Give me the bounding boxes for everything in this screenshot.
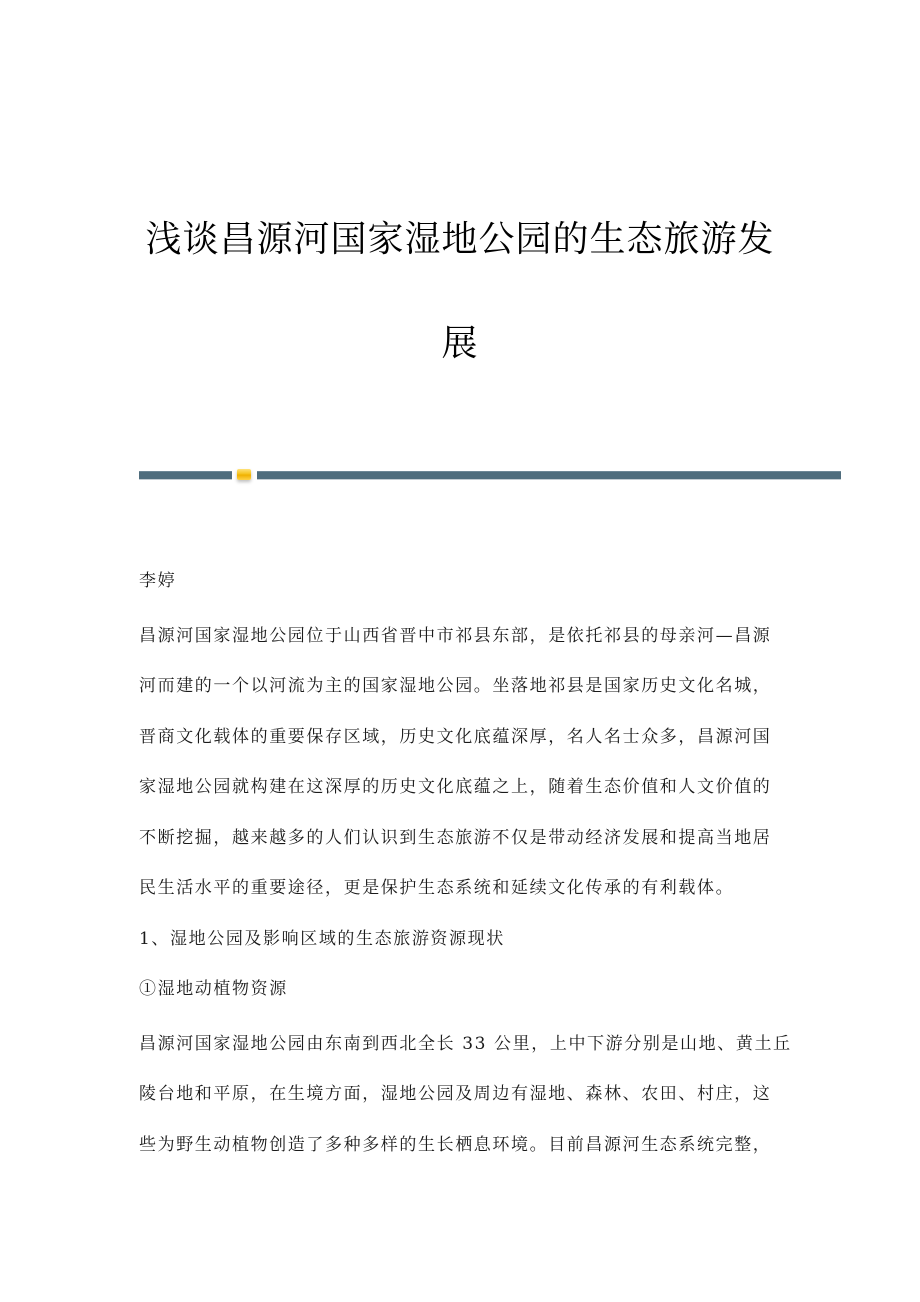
paragraph-line: 河而建的一个以河流为主的国家湿地公园。坐落地祁县是国家历史文化名城， xyxy=(139,676,772,696)
paragraph-line: 些为野生动植物创造了多种多样的生长栖息环境。目前昌源河生态系统完整， xyxy=(139,1135,772,1155)
divider-bar-right xyxy=(257,471,841,480)
title-line-2: 展 xyxy=(441,323,479,364)
document-title xyxy=(138,188,782,396)
paragraph-line: 家湿地公园就构建在这深厚的历史文化底蕴之上，随着生态价值和人文价值的 xyxy=(139,777,772,797)
author-name: 李婷 xyxy=(139,571,177,591)
paragraph-line: 昌源河国家湿地公园位于山西省晋中市祁县东部，是依托祁县的母亲河—昌源 xyxy=(139,626,772,646)
paragraph-line: 昌源河国家湿地公园由东南到西北全长 33 公里，上中下游分别是山地、黄土丘 xyxy=(139,1034,792,1054)
subsection-heading: ①湿地动植物资源 xyxy=(139,979,288,999)
section-heading: 1、湿地公园及影响区域的生态旅游资源现状 xyxy=(139,929,505,949)
paragraph-line: 民生活水平的重要途径，更是保护生态系统和延续文化传承的有利载体。 xyxy=(139,878,735,898)
divider-bar-left xyxy=(139,471,232,480)
paragraph-line: 不断挖掘，越来越多的人们认识到生态旅游不仅是带动经济发展和提高当地居 xyxy=(139,828,772,848)
title-line-1: 浅谈昌源河国家湿地公园的生态旅游发 xyxy=(145,219,775,260)
paragraph-line: 晋商文化载体的重要保存区域，历史文化底蕴深厚，名人名士众多，昌源河国 xyxy=(139,727,772,747)
paragraph-line: 陵台地和平原，在生境方面，湿地公园及周边有湿地、森林、农田、村庄，这 xyxy=(139,1084,772,1104)
divider-ornament-icon xyxy=(237,469,251,480)
title-divider xyxy=(139,471,841,480)
